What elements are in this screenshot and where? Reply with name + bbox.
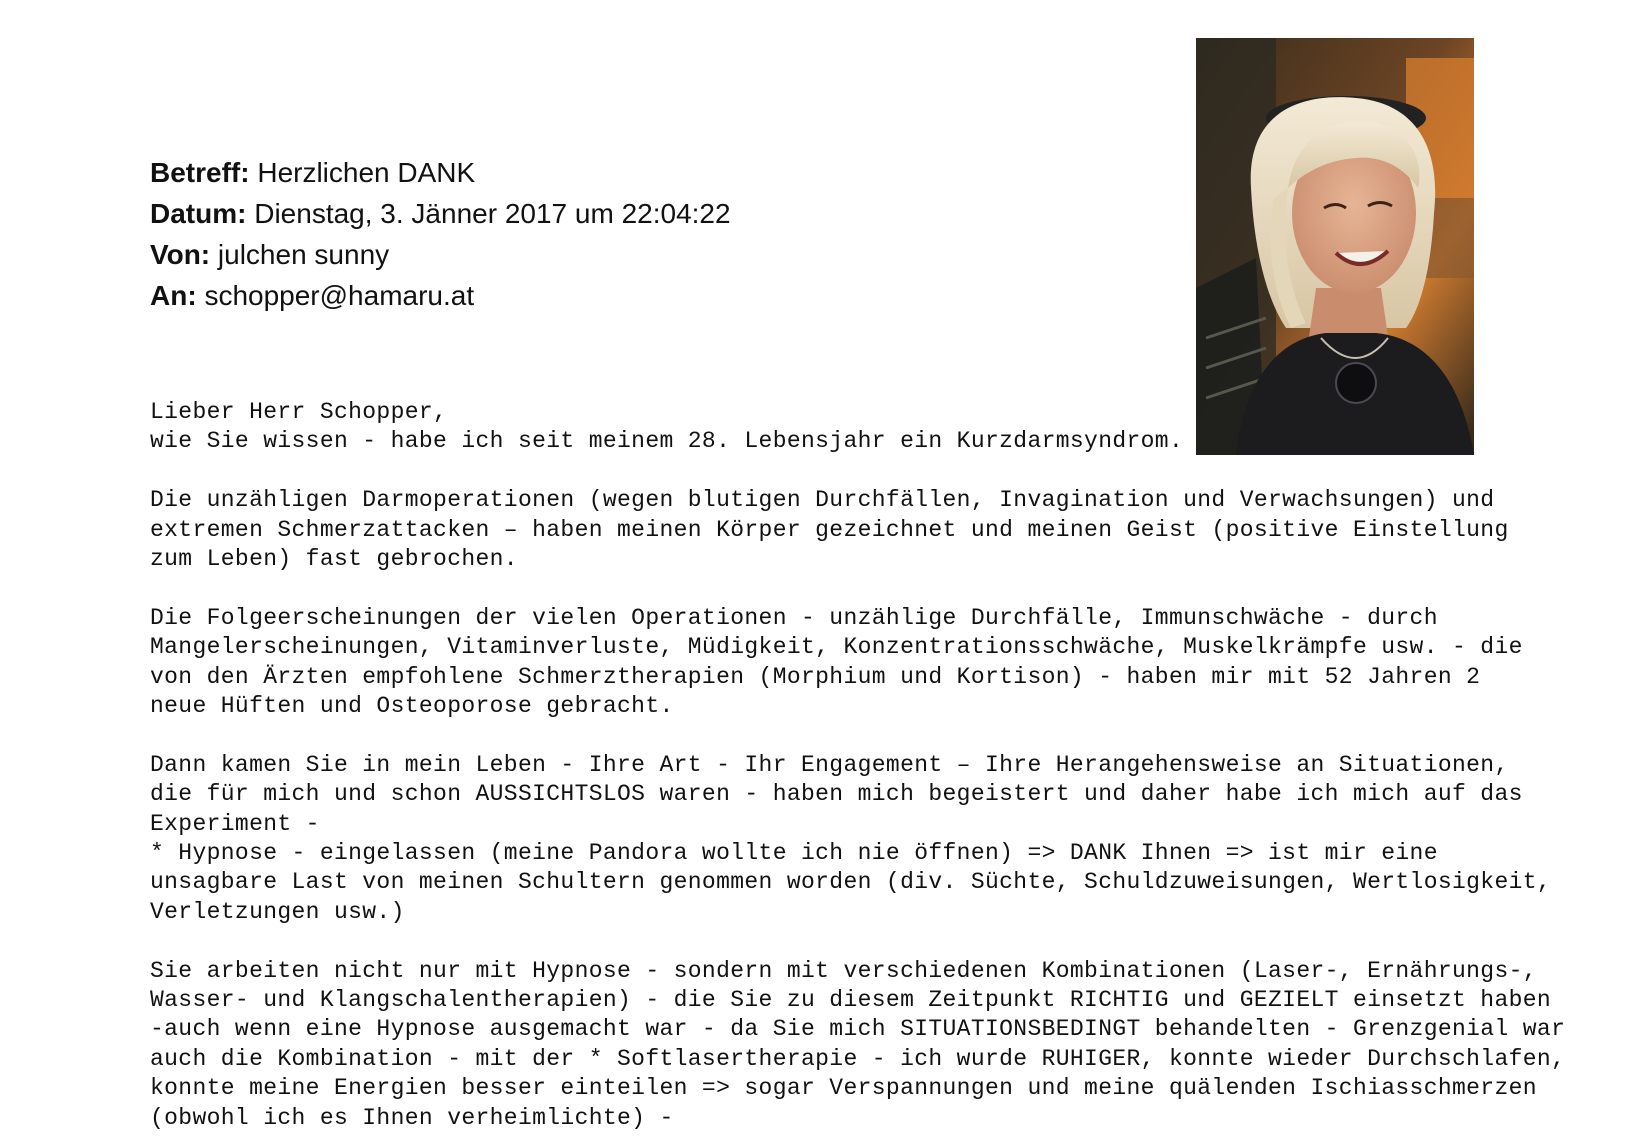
from-line: [150, 234, 731, 275]
letter-paragraph-greeting: [150, 398, 1640, 457]
to-line: [150, 275, 731, 316]
text-line: extremen Schmerzattacken – haben meinen Körper gezeichnet und meinen Geist (positive Einstellung: [150, 516, 1509, 543]
text-line: die für mich und schon AUSSICHTSLOS waren - haben mich begeistert und daher habe ich mich auf das: [150, 781, 1523, 808]
text-line: auch die Kombination - mit der * Softlasertherapie - ich wurde RUHIGER, konnte wieder Durchschlafen,: [150, 1045, 1566, 1072]
text-line: * Hypnose - eingelassen (meine Pandora wollte ich nie öffnen) => DANK Ihnen => ist mir eine: [150, 840, 1438, 867]
text-line: Mangelerscheinungen, Vitaminverluste, Müdigkeit, Konzentrationsschwäche, Muskelkrämpfe usw. - die: [150, 634, 1523, 661]
letter-paragraph-para2: [150, 604, 1640, 722]
paragraph-gap: [150, 927, 1640, 956]
text-line: (obwohl ich es Ihnen verheimlichte) -: [150, 1104, 674, 1131]
text-line: von den Ärzten empfohlene Schmerztherapien (Morphium und Kortison) - haben mir mit 52 Jahren 2: [150, 663, 1481, 690]
text-line: neue Hüften und Osteoporose gebracht.: [150, 693, 674, 720]
text-line: unsagbare Last von meinen Schultern genommen worden (div. Süchte, Schuldzuweisungen, Wertlosigkeit,: [150, 869, 1552, 896]
date-line: [150, 193, 731, 234]
text-line: Dann kamen Sie in mein Leben - Ihre Art - Ihr Engagement – Ihre Herangehensweise an Situationen,: [150, 751, 1509, 778]
text-line: Verletzungen usw.): [150, 898, 405, 925]
letter-body: [150, 398, 1640, 1133]
email-header: [150, 152, 731, 316]
subject-line: [150, 152, 731, 193]
portrait-photo: [1196, 38, 1474, 455]
text-line: zum Leben) fast gebrochen.: [150, 546, 518, 573]
subject-value: Herzlichen DANK: [257, 157, 476, 188]
text-line: Wasser- und Klangschalentherapien) - die Sie zu diesem Zeitpunkt RICHTIG und GEZIELT einsetzt haben: [150, 987, 1552, 1014]
text-line: Die unzähligen Darmoperationen (wegen blutigen Durchfällen, Invagination und Verwachsungen) und: [150, 487, 1495, 514]
text-line: Lieber Herr Schopper,: [150, 399, 448, 425]
text-line: Experiment -: [150, 810, 320, 837]
letter-paragraph-para4: [150, 957, 1640, 1133]
text-line: -auch wenn eine Hypnose ausgemacht war - da Sie mich SITUATIONSBEDINGT behandelten - Grenzgenial war: [150, 1016, 1566, 1043]
letter-paragraph-para1: [150, 486, 1640, 574]
date-label: Datum:: [150, 198, 247, 229]
letter-paragraph-para3: [150, 751, 1640, 927]
text-line: Sie arbeiten nicht nur mit Hypnose - sondern mit verschiedenen Kombinationen (Laser-, Ernährungs-,: [150, 957, 1537, 984]
paragraph-gap: [150, 457, 1640, 486]
text-line: konnte meine Energien besser einteilen => sogar Verspannungen und meine quälenden Ischiasschmerzen: [150, 1075, 1537, 1102]
subject-label: Betreff:: [150, 157, 250, 188]
date-value: Dienstag, 3. Jänner 2017 um 22:04:22: [254, 198, 731, 229]
to-label: An:: [150, 280, 197, 311]
to-value: schopper@hamaru.at: [204, 280, 475, 311]
from-value: julchen sunny: [217, 239, 390, 270]
paragraph-gap: [150, 574, 1640, 603]
text-line: Die Folgeerscheinungen der vielen Operationen - unzählige Durchfälle, Immunschwäche - durch: [150, 604, 1438, 631]
from-label: Von:: [150, 239, 211, 270]
paragraph-gap: [150, 721, 1640, 750]
text-line: wie Sie wissen - habe ich seit meinem 28. Lebensjahr ein Kurzdarmsyndrom.: [150, 428, 1184, 455]
portrait-photo-icon: [1196, 38, 1474, 455]
